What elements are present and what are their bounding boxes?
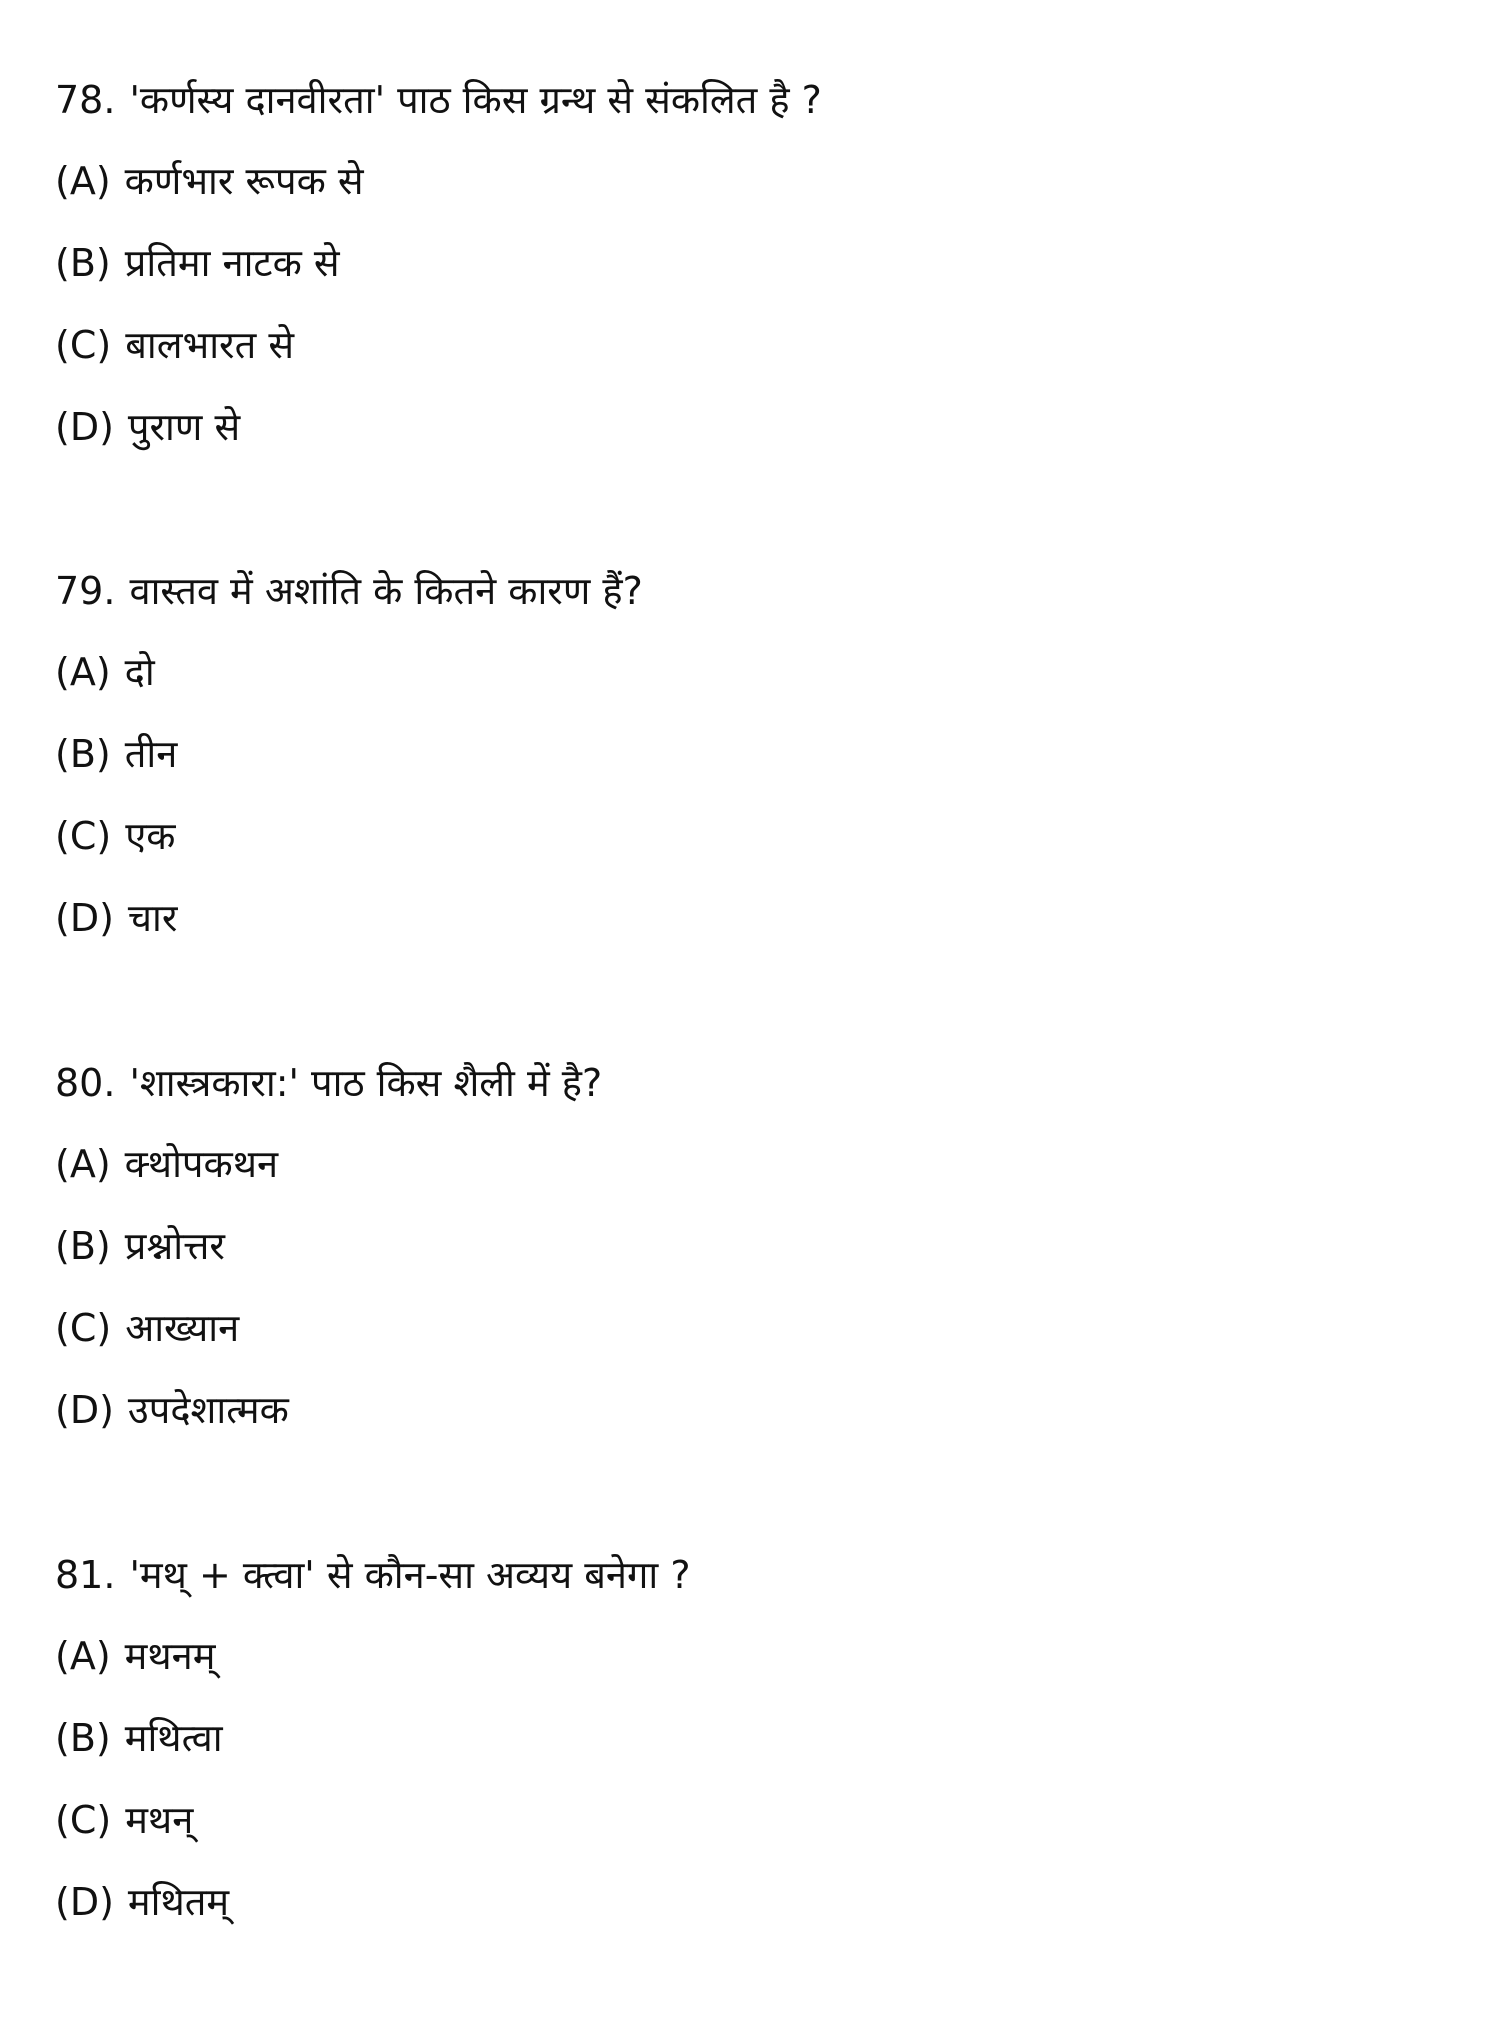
option-a bbox=[55, 1626, 215, 1686]
option-label: (D) bbox=[55, 1880, 114, 1924]
question-text: वास्तव में अशांति के कितने कारण हैं? bbox=[129, 569, 643, 613]
option-d bbox=[55, 397, 240, 457]
option-text: चार bbox=[127, 896, 178, 940]
option-text: दो bbox=[124, 650, 155, 694]
option-text: बालभारत से bbox=[125, 323, 295, 367]
option-text: पुराण से bbox=[127, 405, 241, 449]
option-label: (A) bbox=[55, 650, 111, 694]
option-text: एक bbox=[125, 814, 176, 858]
option-label: (C) bbox=[55, 1798, 112, 1842]
option-text: तीन bbox=[124, 732, 178, 776]
option-b bbox=[55, 724, 177, 784]
option-text: मथितम् bbox=[127, 1880, 230, 1924]
option-c bbox=[55, 1790, 193, 1850]
question-text: 'कर्णस्य दानवीरता' पाठ किस ग्रन्थ से संकलित है ? bbox=[129, 78, 822, 122]
option-b bbox=[55, 233, 340, 293]
option-d bbox=[55, 1380, 289, 1440]
option-text: मथन् bbox=[125, 1798, 194, 1842]
option-text: कर्णभार रूपक से bbox=[124, 159, 364, 203]
option-text: उपदेशात्मक bbox=[127, 1388, 289, 1432]
question-number: 79. bbox=[55, 569, 116, 613]
option-c bbox=[55, 315, 294, 375]
option-label: (B) bbox=[55, 732, 111, 776]
option-c bbox=[55, 1298, 239, 1358]
question-text: 'शास्त्रकारा:' पाठ किस शैली में है? bbox=[129, 1061, 603, 1105]
option-label: (A) bbox=[55, 1142, 111, 1186]
option-label: (D) bbox=[55, 1388, 114, 1432]
option-label: (A) bbox=[55, 1634, 111, 1678]
option-c bbox=[55, 806, 175, 866]
option-b bbox=[55, 1708, 223, 1768]
option-label: (B) bbox=[55, 1716, 111, 1760]
option-label: (D) bbox=[55, 896, 114, 940]
option-label: (C) bbox=[55, 323, 112, 367]
option-a bbox=[55, 151, 364, 211]
option-d bbox=[55, 888, 177, 948]
question-text-line bbox=[55, 561, 643, 621]
question-number: 80. bbox=[55, 1061, 116, 1105]
option-a bbox=[55, 642, 155, 702]
option-text: प्रतिमा नाटक से bbox=[124, 241, 340, 285]
question-text-line bbox=[55, 1053, 602, 1113]
question-text-line bbox=[55, 70, 822, 130]
option-a bbox=[55, 1134, 278, 1194]
question-number: 78. bbox=[55, 78, 116, 122]
option-text: मथनम् bbox=[124, 1634, 216, 1678]
question-text-line bbox=[55, 1545, 691, 1605]
option-label: (A) bbox=[55, 159, 111, 203]
option-label: (C) bbox=[55, 814, 112, 858]
option-text: प्रश्नोत्तर bbox=[124, 1224, 225, 1268]
option-label: (C) bbox=[55, 1306, 112, 1350]
option-text: आख्यान bbox=[125, 1306, 240, 1350]
option-label: (B) bbox=[55, 241, 111, 285]
option-label: (B) bbox=[55, 1224, 111, 1268]
option-text: क्थोपकथन bbox=[124, 1142, 279, 1186]
question-text: 'मथ् + क्त्वा' से कौन-सा अव्यय बनेगा ? bbox=[129, 1553, 691, 1597]
option-label: (D) bbox=[55, 405, 114, 449]
question-number: 81. bbox=[55, 1553, 116, 1597]
option-text: मथित्वा bbox=[124, 1716, 223, 1760]
option-d bbox=[55, 1872, 229, 1932]
option-b bbox=[55, 1216, 225, 1276]
